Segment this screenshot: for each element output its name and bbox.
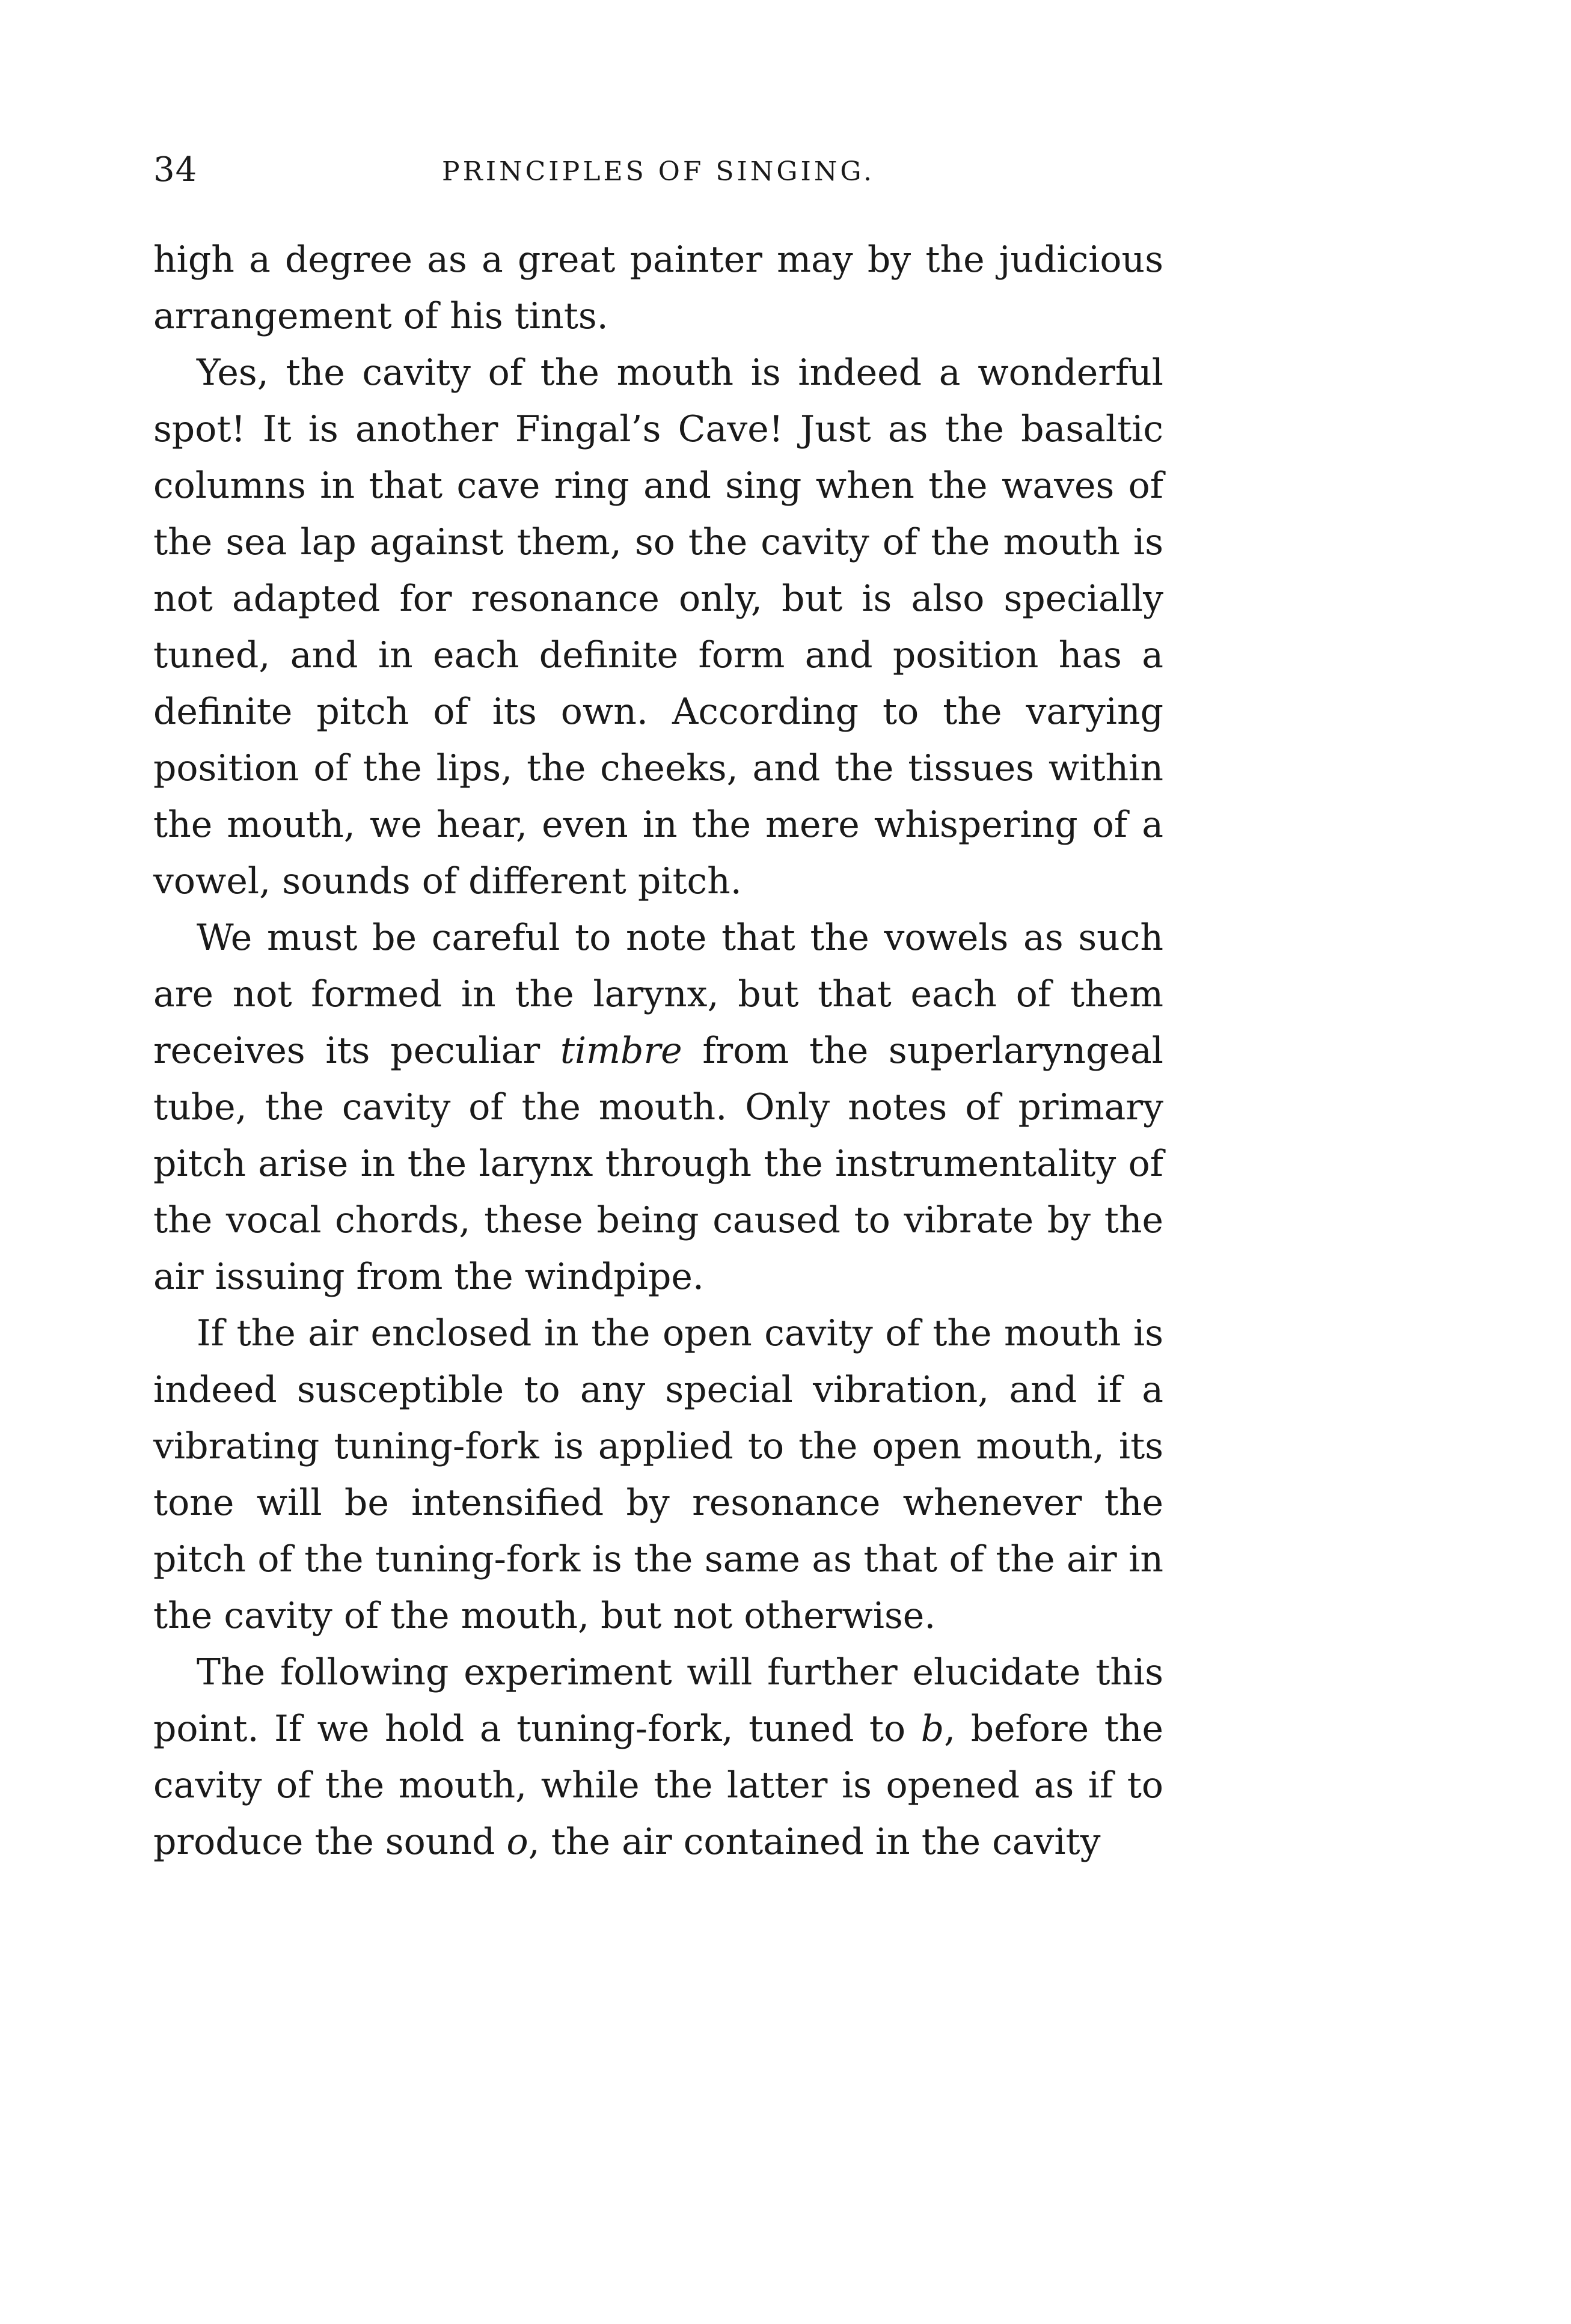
paragraph-3-text-a: We must be careful to note that the vowels as such are not formed in the larynx, but that each of them receives its peculiar: [153, 917, 1163, 1072]
italic-note-b: b: [920, 1708, 945, 1750]
running-title: PRINCIPLES OF SINGING.: [442, 156, 875, 187]
running-head: [153, 150, 1163, 198]
paragraph-2: Yes, the cavity of the mouth is indeed a wonderful spot! It is another Fingal’s Cave! Just as the basaltic columns in that cave ring and sing when the waves of the sea lap against them, so the cavity of the mouth is not adapted for resonance only, but is also specially tuned, and in each definite form and position has a definite pitch of its own. According to the varying position of the lips, the cheeks, and the tissues within the mouth, we hear, even in the mere whispering of a vowel, sounds of different pitch.: [153, 352, 1163, 902]
paragraph-4: If the air enclosed in the open cavity of the mouth is indeed susceptible to any special vibration, and if a vibrating tuning-fork is applied to the open mouth, its tone will be intensified by resonance whenever the pitch of the tuning-fork is the same as that of the air in the cavity of the mouth, but not otherwise.: [153, 1312, 1163, 1637]
paragraph-5-text-a: The following experiment will further elucidate this point. If we hold a tuning-fork, tuned to: [153, 1651, 1163, 1750]
paragraph-5: [153, 1644, 1163, 1870]
paragraph-5-text-b: , before the cavity of the mouth, while the latter is opened as if to produce the sound: [153, 1708, 1163, 1863]
body-text: [153, 231, 1163, 1870]
italic-vowel-o: o: [506, 1821, 528, 1863]
paragraph-3: [153, 910, 1163, 1305]
paragraph-1: high a degree as a great painter may by the judicious arrangement of his tints.: [153, 239, 1163, 337]
paragraph-3-text-b: from the superlaryngeal tube, the cavity of the mouth. Only notes of primary pitch arise in the larynx through the instrumentality of the vocal chords, these being caused to vibrate by the air issuing from the windpipe.: [153, 1030, 1163, 1298]
book-page: [153, 150, 1163, 1870]
page-number: 34: [153, 150, 198, 189]
paragraph-5-text-c: , the air contained in the cavity: [528, 1821, 1101, 1863]
italic-timbre: timbre: [560, 1030, 682, 1072]
